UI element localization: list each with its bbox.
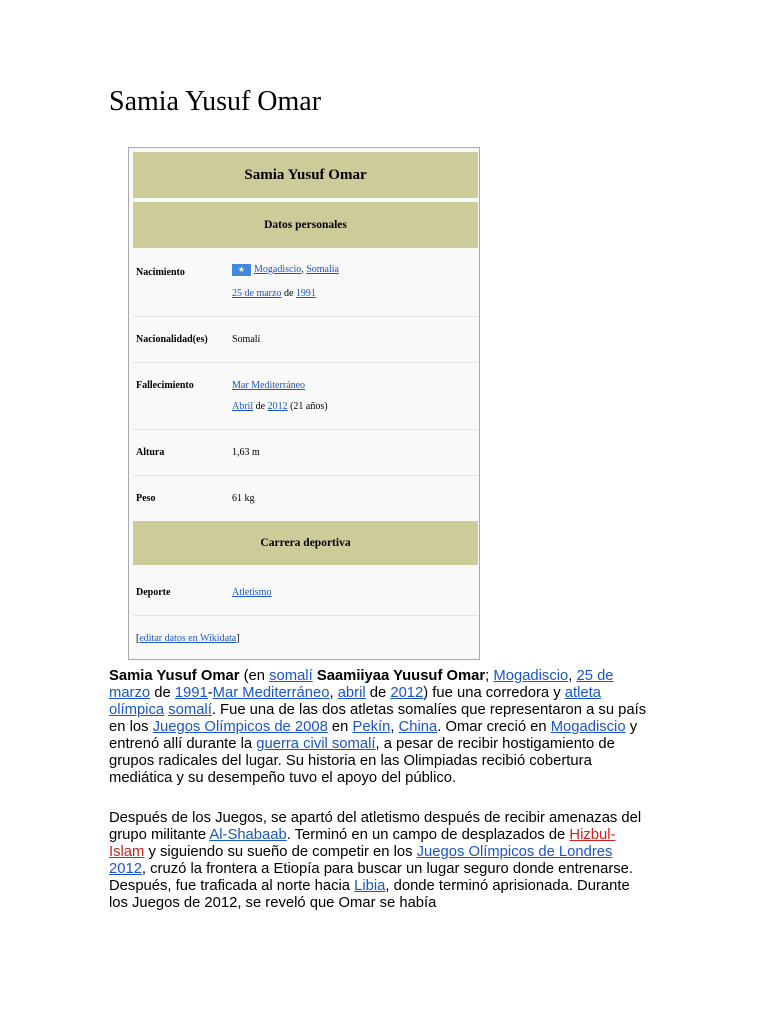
de-text: de bbox=[281, 288, 296, 299]
text: , donde terminó aprisionada. Durante los Juegos de 2012, se reveló que Omar se había bbox=[109, 878, 630, 911]
paragraph-intro bbox=[109, 668, 649, 787]
nacimiento-place bbox=[232, 264, 339, 276]
link-abril[interactable]: Abril bbox=[232, 401, 254, 412]
link-25-de-marzo[interactable]: 25 de marzo bbox=[109, 668, 614, 701]
link-libia[interactable]: Libia bbox=[354, 878, 386, 894]
row-divider bbox=[133, 615, 478, 616]
row-divider bbox=[133, 429, 478, 430]
link-juegos-olimpicos-londres-2012[interactable]: Juegos Olímpicos de Londres 2012 bbox=[109, 844, 613, 877]
bracket-close: ] bbox=[236, 633, 240, 644]
text: Después de los Juegos, se apartó del atletismo después de recibir amenazas del grupo militante bbox=[109, 810, 642, 843]
link-mogadiscio[interactable]: Mogadiscio bbox=[254, 264, 302, 275]
text: de bbox=[150, 685, 175, 701]
link-olimpica[interactable]: olímpica bbox=[109, 702, 165, 718]
comma: , bbox=[301, 264, 307, 275]
link-juegos-olimpicos-2008[interactable]: Juegos Olímpicos de 2008 bbox=[152, 719, 328, 735]
text: en bbox=[327, 719, 353, 735]
nacionalidad-value: Somalí bbox=[232, 334, 261, 345]
text: , bbox=[390, 719, 399, 735]
altura-value: 1,63 m bbox=[232, 447, 260, 458]
edit-wikidata bbox=[136, 633, 240, 644]
link-mar-mediterraneo[interactable]: Mar Mediterráneo bbox=[212, 685, 330, 701]
row-divider bbox=[133, 475, 478, 476]
text: - bbox=[207, 685, 213, 701]
row-divider bbox=[133, 362, 478, 363]
link-al-shabaab[interactable]: Al-Shabaab bbox=[209, 827, 287, 843]
fallecimiento-place bbox=[232, 380, 305, 391]
text: , bbox=[568, 668, 577, 684]
text: , a pesar de recibir hostigamiento de grupos radicales del lugar. Su historia en las Olimpiadas recibió cobertura mediática y su desempeño tuvo el apoyo del público. bbox=[109, 736, 615, 786]
link-mogadiscio-2[interactable]: Mogadiscio bbox=[550, 719, 626, 735]
link-2012[interactable]: 2012 bbox=[390, 685, 424, 701]
nacimiento-date bbox=[232, 288, 316, 299]
bold-somali-name: Saamiiyaa Yuusuf Omar bbox=[316, 668, 486, 684]
link-guerra-civil-somali[interactable]: guerra civil somalí bbox=[256, 736, 376, 752]
fallecimiento-date bbox=[232, 401, 328, 412]
altura-label: Altura bbox=[136, 447, 165, 458]
peso-label: Peso bbox=[136, 493, 156, 504]
nacimiento-label: Nacimiento bbox=[136, 267, 185, 278]
paragraph-after-games bbox=[109, 810, 649, 912]
de-text: de bbox=[253, 401, 268, 412]
link-25-de-marzo[interactable]: 25 de marzo bbox=[232, 288, 282, 299]
text: ; bbox=[485, 668, 494, 684]
peso-value: 61 kg bbox=[232, 493, 255, 504]
deporte-label: Deporte bbox=[136, 587, 171, 598]
link-abril[interactable]: abril bbox=[337, 685, 366, 701]
link-somali-2[interactable]: somalí bbox=[168, 702, 212, 718]
deporte-value bbox=[232, 587, 271, 598]
text: , bbox=[329, 685, 338, 701]
text: . Fue una de las dos atletas somalíes que representaron a su país en los bbox=[109, 702, 647, 735]
bold-name: Samia Yusuf Omar bbox=[109, 668, 240, 684]
link-1991[interactable]: 1991 bbox=[174, 685, 208, 701]
flag-of-somalia-icon: ★ bbox=[232, 264, 251, 276]
text: . Terminó en un campo de desplazados de bbox=[286, 827, 570, 843]
text: de bbox=[365, 685, 391, 701]
link-somalia[interactable]: Somalia bbox=[306, 264, 339, 275]
link-pekin[interactable]: Pekín bbox=[352, 719, 391, 735]
text: (en bbox=[239, 668, 270, 684]
fallecimiento-label: Fallecimiento bbox=[136, 380, 194, 391]
text: . Omar creció en bbox=[437, 719, 551, 735]
link-editar-datos-wikidata[interactable]: editar datos en Wikidata bbox=[139, 633, 237, 644]
infobox-section-career: Carrera deportiva bbox=[133, 521, 478, 565]
link-china[interactable]: China bbox=[398, 719, 438, 735]
link-atletismo[interactable]: Atletismo bbox=[232, 587, 272, 598]
text: ) fue una corredora y bbox=[423, 685, 565, 701]
link-1991[interactable]: 1991 bbox=[295, 288, 316, 299]
link-hizbul-islam[interactable]: Hizbul-Islam bbox=[109, 827, 616, 860]
infobox-section-personal: Datos personales bbox=[133, 202, 478, 248]
infobox-title: Samia Yusuf Omar bbox=[133, 152, 478, 198]
age-text: (21 años) bbox=[287, 401, 328, 412]
page-title: Samia Yusuf Omar bbox=[109, 86, 322, 117]
bracket-open: [ bbox=[136, 633, 140, 644]
text: y siguiendo su sueño de competir en los bbox=[144, 844, 417, 860]
text: y entrenó allí durante la bbox=[109, 719, 638, 752]
row-divider bbox=[133, 316, 478, 317]
link-somali[interactable]: somalí bbox=[269, 668, 313, 684]
link-2012[interactable]: 2012 bbox=[267, 401, 288, 412]
nacionalidad-label: Nacionalidad(es) bbox=[136, 334, 208, 345]
infobox bbox=[128, 147, 480, 660]
link-mogadiscio[interactable]: Mogadiscio bbox=[493, 668, 569, 684]
link-atleta[interactable]: atleta bbox=[564, 685, 601, 701]
link-mar-mediterraneo[interactable]: Mar Mediterráneo bbox=[232, 380, 306, 391]
text: , cruzó la frontera a Etiopía para buscar un lugar seguro donde entrenarse. Después, fue traficada al norte hacia bbox=[109, 861, 633, 894]
